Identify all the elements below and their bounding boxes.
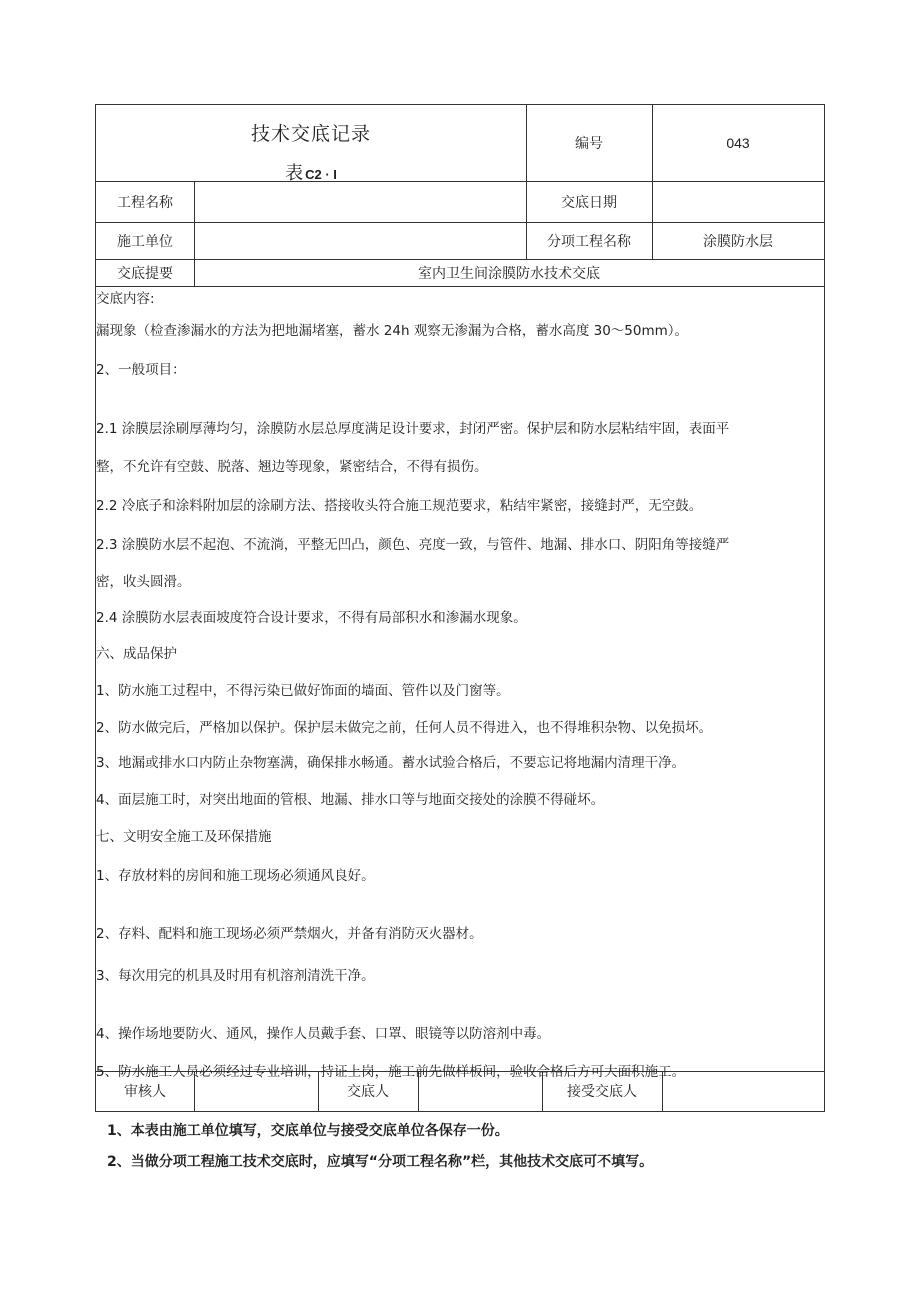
form-prefix: 表 <box>285 163 304 184</box>
number-value: 043 <box>726 135 750 151</box>
sub-project-label: 分项工程名称 <box>547 233 631 250</box>
footnote-1: 1、本表由施工单位填写，交底单位与接受交底单位各保存一份。 <box>107 1123 509 1139</box>
project-name-label: 工程名称 <box>117 194 173 211</box>
content-line: 3、每次用完的机具及时用有机溶剂清洗干净。 <box>96 968 375 984</box>
receiver-label: 接受交底人 <box>567 1084 637 1100</box>
form-code: C2 · I <box>305 167 337 182</box>
content-heading: 交底内容: <box>96 291 155 307</box>
summary-value: 室内卫生间涂膜防水技术交底 <box>418 265 600 282</box>
content-line: 密，收头圆滑。 <box>96 574 191 590</box>
date-label: 交底日期 <box>561 194 617 211</box>
project-name-value <box>194 181 526 222</box>
content-line: 漏现象（检查渗漏水的方法为把地漏堵塞，蓄水 24h 观察无渗漏为合格，蓄水高度 30～50mm）。 <box>96 323 689 339</box>
unit-label: 施工单位 <box>117 233 173 250</box>
rule-row3 <box>96 286 824 287</box>
content-line: 2、一般项目： <box>96 362 186 378</box>
number-label: 编号 <box>575 136 603 152</box>
content-line: 2、存料、配料和施工现场必须严禁烟火，并备有消防灭火器材。 <box>96 926 483 942</box>
date-value <box>652 181 824 222</box>
disclosure-record-table <box>95 104 825 1112</box>
discloser-label: 交底人 <box>347 1084 389 1100</box>
content-line: 3、地漏或排水口内防止杂物塞满，确保排水畅通。蓄水试验合格后，不要忘记将地漏内清理干净。 <box>96 755 686 771</box>
sub-project-value: 涂膜防水层 <box>703 233 773 250</box>
content-section-heading: 六、成品保护 <box>96 646 177 662</box>
footnote-2: 2、当做分项工程施工技术交底时，应填写“分项工程名称”栏，其他技术交底可不填写。 <box>107 1154 654 1170</box>
content-line: 整，不允许有空鼓、脱落、翘边等现象，紧密结合，不得有损伤。 <box>96 459 488 475</box>
summary-label: 交底提要 <box>117 265 173 282</box>
content-line: 2.1 涂膜层涂刷厚薄均匀，涂膜防水层总厚度满足设计要求，封闭严密。保护层和防水层粘结牢固，表面平 <box>96 421 730 437</box>
content-line: 2.3 涂膜防水层不起泡、不流淌，平整无凹凸，颜色、亮度一致，与管件、地漏、排水口、阴阳角等接缝严 <box>96 537 730 553</box>
content-line: 5、防水施工人员必须经过专业培训，持证上岗，施工前先做样板间，验收合格后方可大面积施工。 <box>96 1064 686 1080</box>
content-line: 2.2 冷底子和涂料附加层的涂刷方法、搭接收头符合施工规范要求，粘结牢紧密，接缝封严，无空鼓。 <box>96 498 703 514</box>
content-line: 4、操作场地要防火、通风，操作人员戴手套、口罩、眼镜等以防溶剂中毒。 <box>96 1026 551 1042</box>
content-line: 2.4 涂膜防水层表面坡度符合设计要求，不得有局部积水和渗漏水现象。 <box>96 610 527 626</box>
unit-value <box>194 222 526 259</box>
content-line: 1、存放材料的房间和施工现场必须通风良好。 <box>96 868 375 884</box>
reviewer-label: 审核人 <box>124 1084 166 1100</box>
content-line: 4、面层施工时，对突出地面的管根、地漏、排水口等与地面交接处的涂膜不得碰坏。 <box>96 792 605 808</box>
content-section-heading: 七、文明安全施工及环保措施 <box>96 829 272 845</box>
content-line: 1、防水施工过程中，不得污染已做好饰面的墙面、管件以及门窗等。 <box>96 683 510 699</box>
document-title: 技术交底记录 <box>250 123 371 145</box>
disclosure-content <box>96 289 824 1080</box>
content-line: 2、防水做完后，严格加以保护。保护层未做完之前，任何人员不得进入，也不得堆积杂物、以免损坏。 <box>96 720 713 736</box>
